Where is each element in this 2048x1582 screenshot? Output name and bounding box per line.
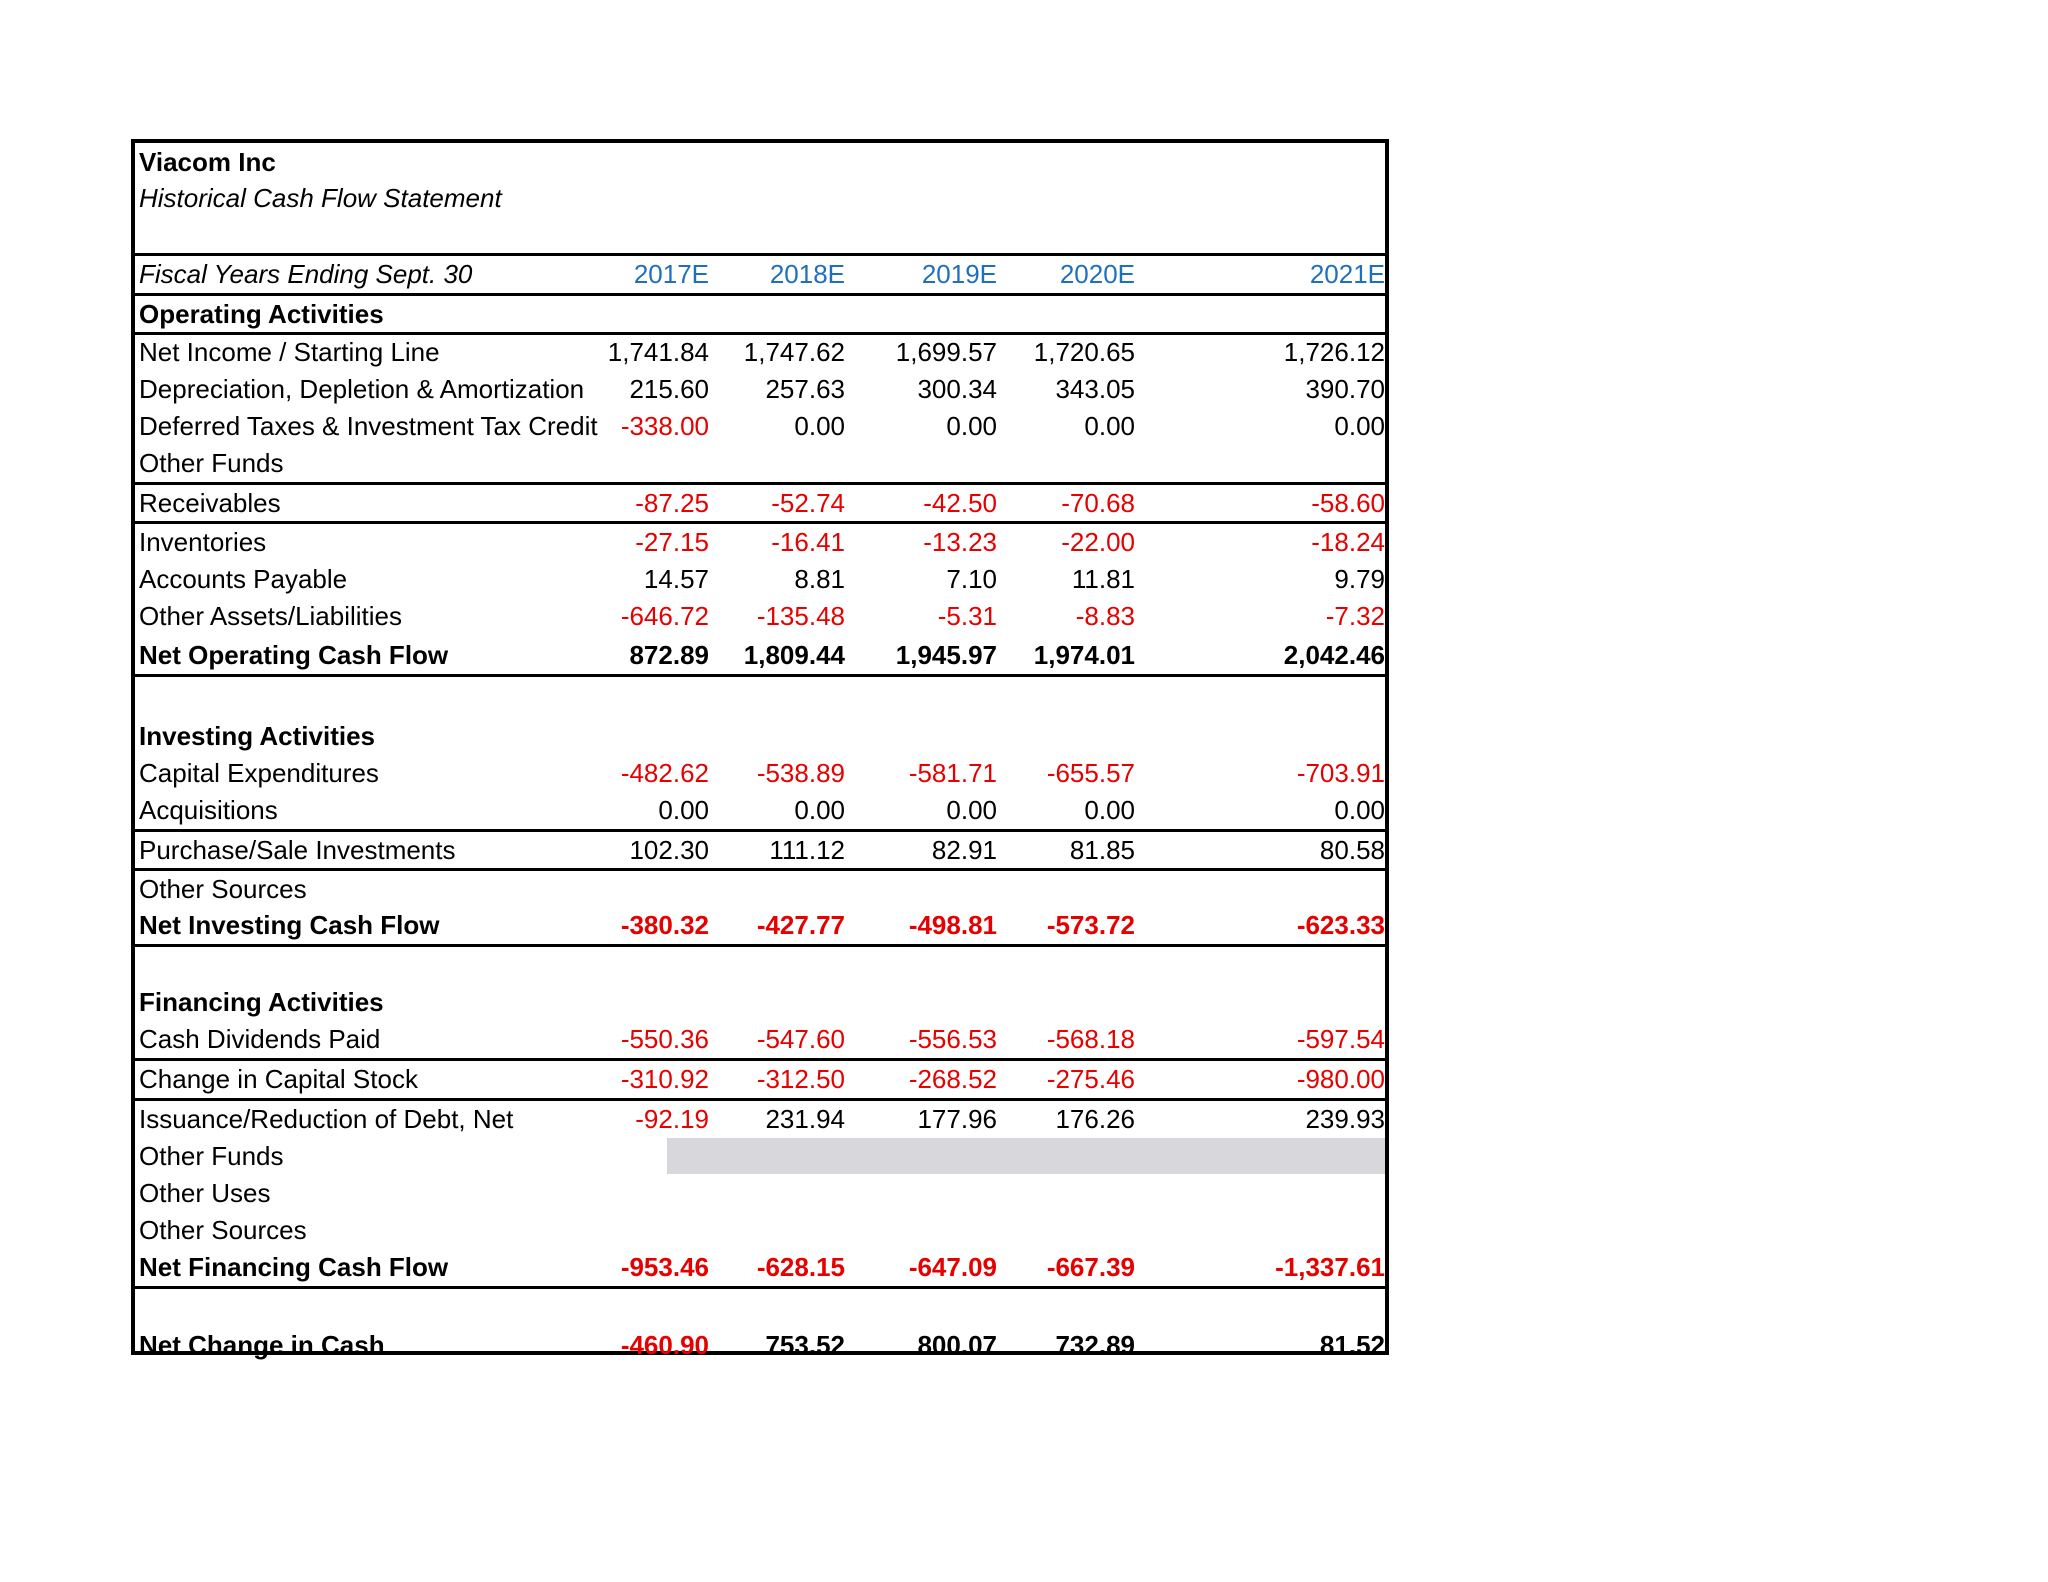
cell-value: -628.15	[756, 1252, 845, 1282]
cell-value: 81.52	[1319, 1330, 1385, 1360]
table-row	[135, 1101, 1385, 1137]
divider	[135, 1286, 1385, 1289]
cell-value: -8.83	[1075, 601, 1135, 631]
row-label: Deferred Taxes & Investment Tax Credit	[139, 411, 598, 441]
table-row	[135, 1061, 1385, 1097]
cell-value: 231.94	[765, 1104, 845, 1134]
cell-value: -22.00	[1061, 527, 1135, 557]
table-row	[135, 598, 1385, 634]
cell-value: 80.58	[1319, 835, 1385, 865]
table-row	[135, 907, 1385, 943]
cell-value: 872.89	[629, 640, 709, 670]
row-label: Receivables	[139, 488, 281, 518]
row-label: Net Income / Starting Line	[139, 337, 440, 367]
cell-value: -18.24	[1311, 527, 1385, 557]
cell-value: 300.34	[917, 374, 997, 404]
cell-value: 111.12	[769, 835, 845, 865]
table-row	[135, 445, 1385, 481]
cell-value: 177.96	[917, 1104, 997, 1134]
cell-value: -16.41	[771, 527, 845, 557]
row-label: Accounts Payable	[139, 564, 348, 594]
cell-value: 0.00	[946, 411, 997, 441]
cell-value: 1,699.57	[895, 337, 997, 367]
cell-value: -646.72	[620, 601, 709, 631]
row-label: Net Change in Cash	[139, 1330, 385, 1360]
cell-value: -70.68	[1061, 488, 1135, 518]
cell-value: -380.32	[620, 910, 709, 940]
cell-value: -550.36	[620, 1024, 709, 1054]
cell-value: 753.52	[765, 1330, 845, 1360]
table-row	[135, 637, 1385, 673]
cell-value: -953.46	[620, 1252, 709, 1282]
cell-value: 732.89	[1055, 1330, 1135, 1360]
year-header: 2021E	[1309, 259, 1385, 289]
divider	[135, 1058, 1385, 1061]
row-label: Net Financing Cash Flow	[139, 1252, 449, 1282]
cell-value: -42.50	[923, 488, 997, 518]
table-row	[135, 1138, 1385, 1174]
cell-value: 1,726.12	[1283, 337, 1385, 367]
cell-value: -275.46	[1046, 1064, 1135, 1094]
year-header: 2019E	[921, 259, 997, 289]
cell-value: 257.63	[765, 374, 845, 404]
cell-value: -87.25	[635, 488, 709, 518]
statement-title: Historical Cash Flow Statement	[139, 183, 502, 213]
section-heading: Operating Activities	[139, 299, 384, 329]
year-header: 2018E	[769, 259, 845, 289]
cell-value: -338.00	[620, 411, 709, 441]
divider	[135, 674, 1385, 677]
cell-value: -482.62	[620, 758, 709, 788]
table-row	[135, 1175, 1385, 1211]
divider	[135, 829, 1385, 832]
cell-value: 1,974.01	[1033, 640, 1135, 670]
divider	[135, 944, 1385, 947]
cell-value: -556.53	[908, 1024, 997, 1054]
divider	[135, 482, 1385, 485]
cell-value: -135.48	[756, 601, 845, 631]
cell-value: -312.50	[756, 1064, 845, 1094]
cell-value: -58.60	[1311, 488, 1385, 518]
row-label: Change in Capital Stock	[139, 1064, 418, 1094]
divider	[135, 1098, 1385, 1101]
table-row	[135, 1021, 1385, 1057]
cell-value: -7.32	[1325, 601, 1385, 631]
cell-value: -27.15	[635, 527, 709, 557]
cell-value: -52.74	[771, 488, 845, 518]
table-row	[135, 485, 1385, 521]
cash-flow-sheet	[131, 139, 1389, 1360]
cell-value: -597.54	[1296, 1024, 1385, 1054]
cell-value: 0.00	[658, 795, 709, 825]
row-label: Other Funds	[139, 1141, 284, 1171]
section-heading: Financing Activities	[139, 987, 384, 1017]
cell-value: -980.00	[1296, 1064, 1385, 1094]
table-row	[135, 1327, 1385, 1363]
row-label: Net Investing Cash Flow	[139, 910, 440, 940]
cell-value: -5.31	[937, 601, 997, 631]
cell-value: -547.60	[756, 1024, 845, 1054]
cell-value: -427.77	[756, 910, 845, 940]
shaded-cells	[667, 1138, 1385, 1174]
table-row	[135, 561, 1385, 597]
cell-value: 0.00	[1084, 795, 1135, 825]
cell-value: 1,945.97	[895, 640, 997, 670]
row-label: Other Funds	[139, 448, 284, 478]
row-label: Other Sources	[139, 1215, 307, 1245]
cell-value: -538.89	[756, 758, 845, 788]
cell-value: -268.52	[908, 1064, 997, 1094]
row-label: Other Sources	[139, 874, 307, 904]
row-label: Other Uses	[139, 1178, 271, 1208]
table-row	[135, 1249, 1385, 1285]
row-label: Inventories	[139, 527, 267, 557]
cell-value: -573.72	[1046, 910, 1135, 940]
cell-value: -92.19	[635, 1104, 709, 1134]
period-label: Fiscal Years Ending Sept. 30	[139, 259, 473, 289]
year-header: 2017E	[633, 259, 709, 289]
cell-value: 176.26	[1055, 1104, 1135, 1134]
cell-value: 1,809.44	[743, 640, 845, 670]
cell-value: 343.05	[1055, 374, 1135, 404]
cell-value: 8.81	[794, 564, 845, 594]
divider	[135, 293, 1385, 296]
cell-value: 0.00	[1334, 411, 1385, 441]
divider	[135, 253, 1385, 256]
row-label: Purchase/Sale Investments	[139, 835, 456, 865]
cell-value: -310.92	[620, 1064, 709, 1094]
table-row	[135, 334, 1385, 370]
cell-value: 102.30	[629, 835, 709, 865]
cell-value: 11.81	[1071, 564, 1135, 594]
cell-value: 0.00	[794, 795, 845, 825]
table-row	[135, 371, 1385, 407]
cell-value: 7.10	[946, 564, 997, 594]
table-row	[135, 524, 1385, 560]
cell-value: 14.57	[643, 564, 709, 594]
cell-value: -647.09	[908, 1252, 997, 1282]
row-label: Other Assets/Liabilities	[139, 601, 403, 631]
company-name: Viacom Inc	[139, 147, 276, 177]
cell-value: 0.00	[946, 795, 997, 825]
cell-value: -623.33	[1296, 910, 1385, 940]
cell-value: 800.07	[917, 1330, 997, 1360]
cell-value: 0.00	[1334, 795, 1385, 825]
cell-value: 1,741.84	[607, 337, 709, 367]
row-label: Capital Expenditures	[139, 758, 379, 788]
cell-value: -13.23	[923, 527, 997, 557]
cell-value: 2,042.46	[1283, 640, 1385, 670]
cell-value: -1,337.61	[1275, 1252, 1385, 1282]
table-row	[135, 871, 1385, 907]
cell-value: -667.39	[1046, 1252, 1135, 1282]
cell-value: 215.60	[629, 374, 709, 404]
table-row	[135, 792, 1385, 828]
cell-value: -703.91	[1296, 758, 1385, 788]
cell-value: 0.00	[794, 411, 845, 441]
row-label: Acquisitions	[139, 795, 278, 825]
table-row	[135, 408, 1385, 444]
table-row	[135, 755, 1385, 791]
cell-value: 81.85	[1069, 835, 1135, 865]
cell-value: 0.00	[1084, 411, 1135, 441]
cell-value: 1,747.62	[743, 337, 845, 367]
cell-value: -498.81	[908, 910, 997, 940]
cell-value: 82.91	[931, 835, 997, 865]
cell-value: 1,720.65	[1033, 337, 1135, 367]
cell-value: -568.18	[1046, 1024, 1135, 1054]
cell-value: 390.70	[1305, 374, 1385, 404]
row-label: Depreciation, Depletion & Amortization	[139, 374, 585, 404]
divider	[135, 868, 1385, 871]
cell-value: -655.57	[1046, 758, 1135, 788]
cell-value: -581.71	[908, 758, 997, 788]
divider	[135, 521, 1385, 524]
table-row	[135, 1212, 1385, 1248]
row-label: Net Operating Cash Flow	[139, 640, 449, 670]
table-row	[135, 832, 1385, 868]
row-label: Cash Dividends Paid	[139, 1024, 381, 1054]
section-heading: Investing Activities	[139, 721, 375, 751]
row-label: Issuance/Reduction of Debt, Net	[139, 1104, 514, 1134]
year-header: 2020E	[1059, 259, 1135, 289]
cell-value: 239.93	[1305, 1104, 1385, 1134]
cell-value: -460.90	[620, 1330, 709, 1360]
cell-value: 9.79	[1334, 564, 1385, 594]
